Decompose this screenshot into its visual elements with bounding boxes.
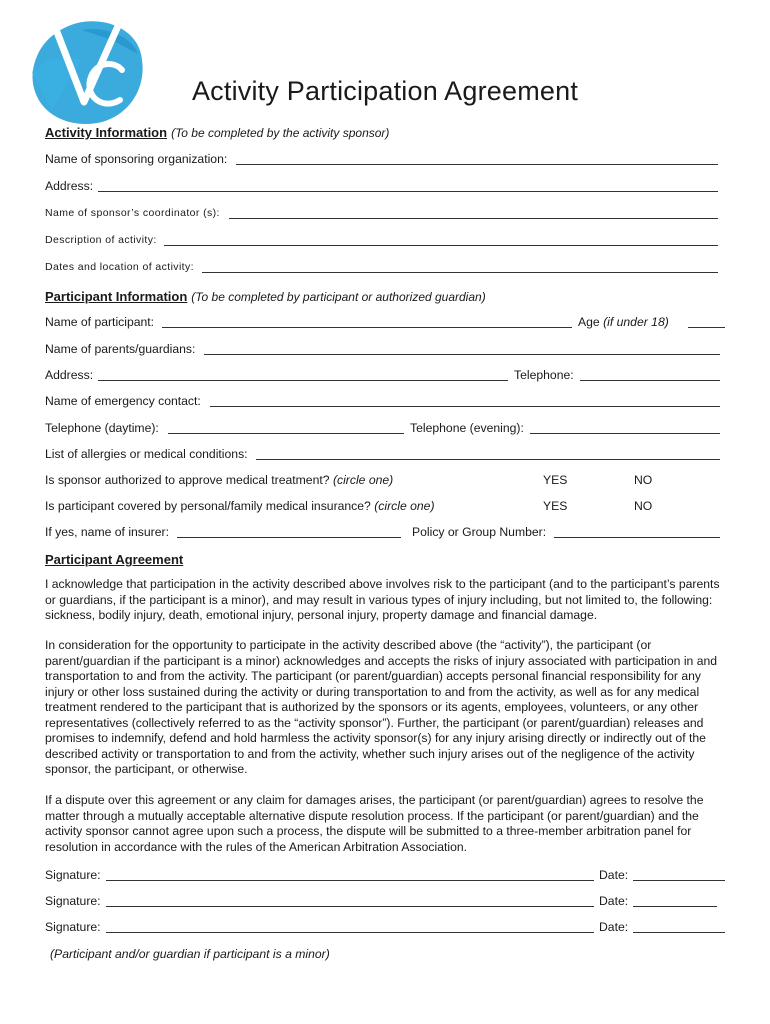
tel-day-field[interactable] bbox=[168, 432, 404, 434]
agreement-paragraph-1: I acknowledge that participation in the activity described above involves risk to the participant (and to the participant’s parents or guardians, if the participant is a minor), and may result in various types of injury including, but not limited to, the following: sickness, bodily injury, death, emotional injury, personal injury, property damage and financial damage. bbox=[45, 577, 720, 622]
agreement-paragraph-3: If a dispute over this agreement or any claim for damages arises, the participant (or parent/guardian) agrees to resolve the matter through a mutually acceptable alternative dispute resolution process. If the participant (or parent/guardian) and the activity sponsor cannot agree upon such a process, the dispute will be submitted to a three-member arbitration panel for resolution in accordance with the rules of the American Arbitration Association. bbox=[45, 793, 704, 854]
telephone-field[interactable] bbox=[580, 379, 720, 381]
activity-address-field[interactable] bbox=[98, 190, 718, 192]
allergies-field[interactable] bbox=[256, 458, 720, 460]
activity-info-note: (To be completed by the activity sponsor) bbox=[171, 126, 390, 140]
date-label-2: Date: bbox=[599, 894, 629, 908]
medical-no-option[interactable]: NO bbox=[634, 473, 653, 487]
agreement-heading: Participant Agreement bbox=[45, 552, 184, 567]
insurer-label: If yes, name of insurer: bbox=[45, 525, 169, 539]
description-field[interactable] bbox=[164, 244, 718, 246]
date-label-3: Date: bbox=[599, 920, 629, 934]
age-label: Age (if under 18) bbox=[578, 315, 669, 329]
policy-field[interactable] bbox=[554, 536, 720, 538]
signature-label-2: Signature: bbox=[45, 894, 101, 908]
signature-label-1: Signature: bbox=[45, 868, 101, 882]
participant-info-note: (To be completed by participant or authorized guardian) bbox=[191, 290, 486, 304]
coordinator-field[interactable] bbox=[229, 217, 718, 219]
dates-field[interactable] bbox=[202, 271, 718, 273]
date-field-2[interactable] bbox=[633, 905, 717, 907]
vc-logo-icon bbox=[22, 10, 148, 130]
insurance-question: Is participant covered by personal/family medical insurance? (circle one) bbox=[45, 499, 435, 513]
tel-evening-label: Telephone (evening): bbox=[410, 421, 524, 435]
signature-field-1[interactable] bbox=[106, 879, 594, 881]
participant-name-field[interactable] bbox=[162, 326, 572, 328]
signature-footnote: (Participant and/or guardian if participant is a minor) bbox=[50, 947, 330, 961]
telephone-label: Telephone: bbox=[514, 368, 574, 382]
activity-address-label: Address: bbox=[45, 179, 94, 193]
date-field-1[interactable] bbox=[633, 879, 725, 881]
org-label: Name of sponsoring organization: bbox=[45, 152, 228, 166]
parents-field[interactable] bbox=[204, 353, 720, 355]
parents-label: Name of parents/guardians: bbox=[45, 342, 196, 356]
tel-evening-field[interactable] bbox=[530, 432, 720, 434]
dates-label: Dates and location of activity: bbox=[45, 261, 194, 273]
date-label-1: Date: bbox=[599, 868, 629, 882]
medical-yes-option[interactable]: YES bbox=[543, 473, 568, 487]
age-field[interactable] bbox=[688, 326, 725, 328]
org-field[interactable] bbox=[236, 163, 718, 165]
tel-day-label: Telephone (daytime): bbox=[45, 421, 159, 435]
participant-address-label: Address: bbox=[45, 368, 94, 382]
insurance-no-option[interactable]: NO bbox=[634, 499, 653, 513]
coordinator-label: Name of sponsor’s coordinator (s): bbox=[45, 207, 220, 219]
activity-info-heading: Activity Information (To be completed by the activity sponsor) bbox=[45, 125, 390, 140]
emergency-field[interactable] bbox=[210, 405, 720, 407]
signature-field-2[interactable] bbox=[106, 905, 594, 907]
participant-info-heading: Participant Information (To be completed by participant or authorized guardian) bbox=[45, 289, 486, 304]
agreement-paragraph-2: In consideration for the opportunity to participate in the activity described above (the “activity”), the participant (or parent/guardian if the participant is a minor) acknowledges and accepts the risks of injury associated with participation in and transportation to and from the activity. The participant (or parent/guardian) accepts personal financial responsibility for any injury or other loss sustained during the activity or during transportation to and from the activity, as well as for any medical treatment rendered to the participant that is authorized by the sponsors or its agents, employees, volunteers, or any other representatives (collectively referred to as the “activity sponsor”). Further, the participant (or parent/guardian) releases and promises to indemnify, defend and hold harmless the activity sponsor(s) for any injury arising directly or indirectly out of the described activity or transportation to and from the activity, whether such injury arises out of the negligence of the activity sponsor, the participant, or otherwise. bbox=[45, 638, 718, 776]
policy-label: Policy or Group Number: bbox=[412, 525, 547, 539]
allergies-label: List of allergies or medical conditions: bbox=[45, 447, 248, 461]
page-title: Activity Participation Agreement bbox=[191, 76, 579, 106]
signature-label-3: Signature: bbox=[45, 920, 101, 934]
description-label: Description of activity: bbox=[45, 234, 157, 246]
medical-question: Is sponsor authorized to approve medical treatment? (circle one) bbox=[45, 473, 394, 487]
participant-address-field[interactable] bbox=[98, 379, 508, 381]
signature-field-3[interactable] bbox=[106, 931, 594, 933]
emergency-label: Name of emergency contact: bbox=[45, 394, 201, 408]
date-field-3[interactable] bbox=[633, 931, 725, 933]
insurance-yes-option[interactable]: YES bbox=[543, 499, 568, 513]
participant-name-label: Name of participant: bbox=[45, 315, 155, 329]
insurer-field[interactable] bbox=[177, 536, 401, 538]
